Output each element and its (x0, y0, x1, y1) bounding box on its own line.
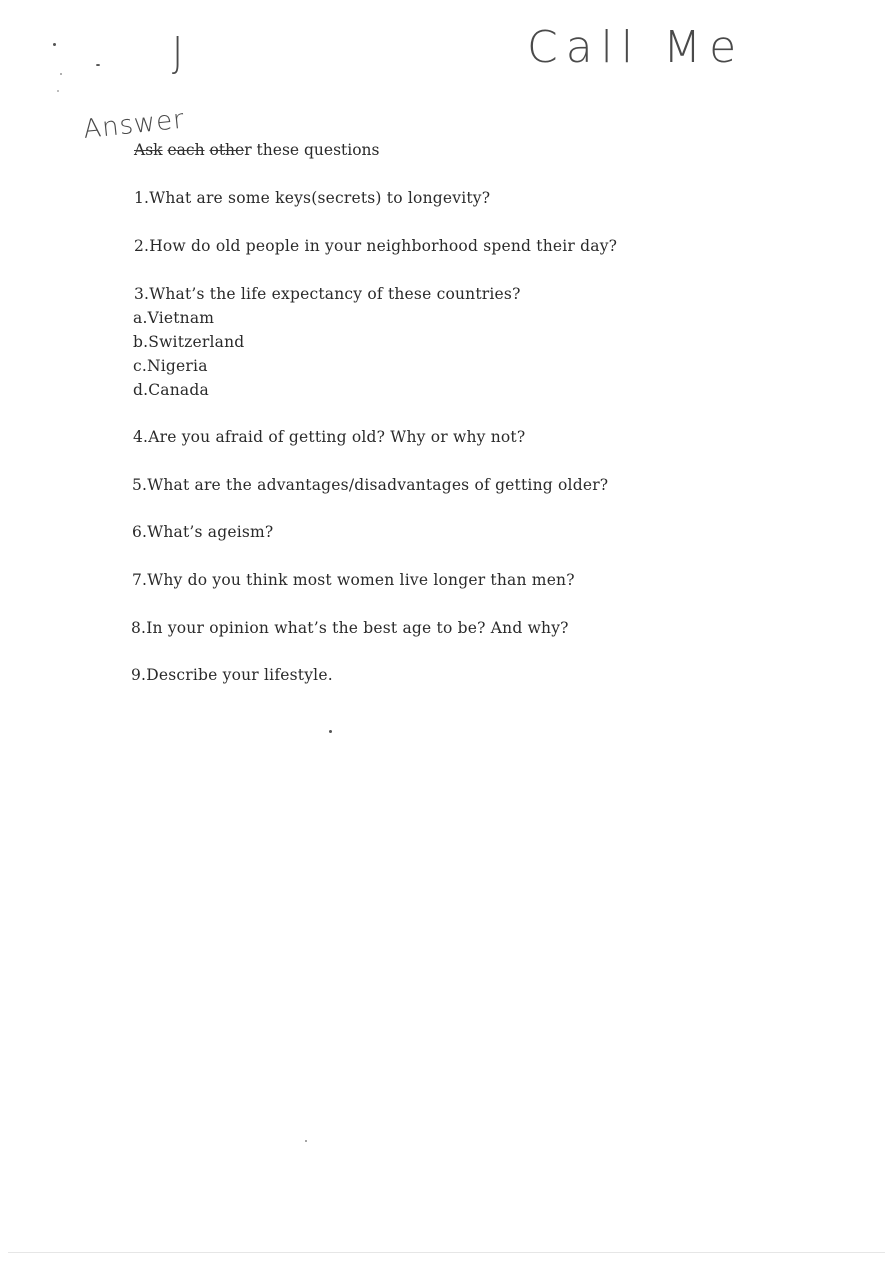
handwritten-initial: J (172, 27, 184, 77)
country-item-canada: d.Canada (133, 381, 209, 399)
scan-speck (96, 64, 100, 66)
instruction-line (134, 141, 379, 159)
scan-speck (57, 90, 59, 92)
scan-speck (329, 730, 332, 733)
question-5: 5.What are the advantages/disadvantages of getting older? (132, 476, 609, 494)
question-4: 4.Are you afraid of getting old? Why or why not? (133, 428, 526, 446)
question-7: 7.Why do you think most women live longer than men? (132, 571, 575, 589)
scan-speck (53, 43, 56, 46)
handwritten-answer: Answer (81, 104, 187, 145)
handwritten-call-me: Call Me (527, 22, 745, 73)
scan-edge-line (8, 1252, 885, 1253)
struck-word-other: othe (209, 141, 245, 159)
question-3: 3.What’s the life expectancy of these countries? (134, 285, 521, 303)
country-item-switzerland: b.Switzerland (133, 333, 245, 351)
question-2: 2.How do old people in your neighborhood spend their day? (134, 237, 618, 255)
struck-word-ask: Ask (134, 141, 163, 159)
country-item-vietnam: a.Vietnam (133, 309, 215, 327)
scan-speck (60, 73, 62, 75)
scan-speck (305, 1140, 307, 1142)
question-8: 8.In your opinion what’s the best age to be? And why? (131, 619, 569, 637)
question-6: 6.What’s ageism? (132, 523, 274, 541)
question-1: 1.What are some keys(secrets) to longevity? (134, 189, 491, 207)
country-item-nigeria: c.Nigeria (133, 357, 208, 375)
instruction-text: r these questions (244, 141, 380, 159)
question-9: 9.Describe your lifestyle. (131, 666, 333, 684)
struck-word-each: each (167, 141, 205, 159)
